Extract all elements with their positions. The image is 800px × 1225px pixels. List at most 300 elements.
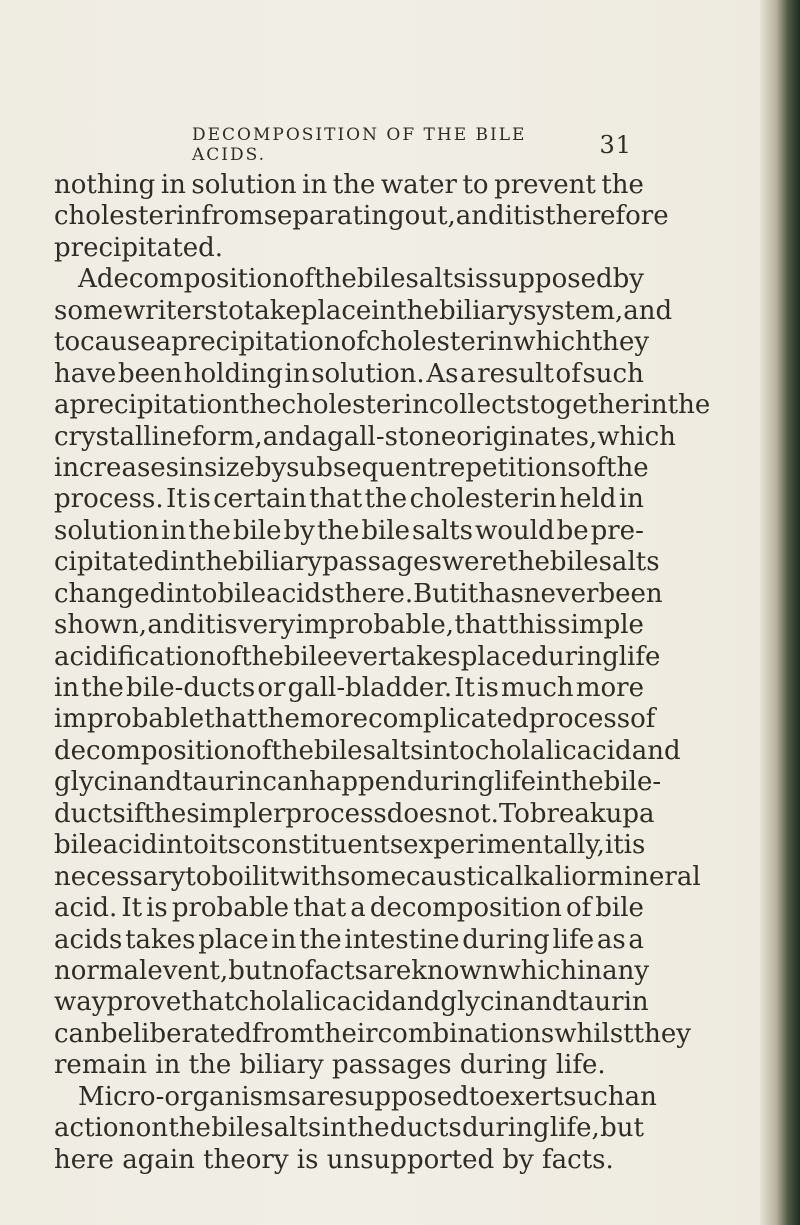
text-line: [54, 516, 644, 547]
word: out,: [404, 201, 456, 232]
word: facts: [304, 955, 368, 986]
word: and: [631, 735, 681, 766]
word: cholesterin: [365, 327, 514, 358]
running-head-title: DECOMPOSITION OF THE BILE ACIDS.: [192, 125, 527, 165]
text-line: [54, 987, 649, 1018]
word: in: [284, 358, 310, 389]
word: as: [596, 924, 626, 955]
text-line: [54, 610, 644, 641]
word: the: [601, 170, 644, 200]
word: solution.: [311, 358, 425, 389]
word: complicated: [368, 704, 529, 735]
word: exert: [494, 1081, 564, 1112]
word: cholesterin: [409, 484, 557, 515]
page-edge-shadow: [760, 0, 800, 1225]
word: during: [406, 767, 495, 798]
word: of: [555, 358, 581, 389]
word: the: [188, 515, 231, 546]
word: the: [241, 641, 284, 672]
word: the: [238, 390, 282, 421]
word: it: [196, 610, 216, 641]
word: of: [288, 264, 315, 295]
word: and: [519, 987, 569, 1018]
word: But: [413, 578, 460, 609]
word: combinations: [377, 1018, 555, 1049]
word: in: [618, 484, 644, 515]
word: on: [135, 1113, 168, 1144]
text-line: [54, 1145, 644, 1176]
word: its: [208, 830, 241, 861]
word: prove: [106, 987, 182, 1018]
word: the: [346, 1113, 390, 1144]
word: the: [168, 1113, 211, 1144]
word: are: [301, 1081, 345, 1112]
word: taurin: [182, 767, 263, 798]
word: the: [606, 452, 649, 483]
word: they: [633, 1018, 691, 1049]
word: it: [260, 861, 280, 892]
word: prevent: [494, 170, 596, 200]
word: break: [529, 798, 606, 829]
word: whilst: [554, 1018, 634, 1049]
word: more: [299, 704, 369, 735]
word: is: [477, 673, 499, 703]
word: precipitation: [171, 327, 341, 358]
word: form,: [192, 421, 263, 452]
text-line: [54, 704, 656, 735]
word: during: [531, 641, 619, 672]
word: cholesterin: [281, 390, 429, 421]
word: during: [462, 1113, 550, 1144]
word: nothing: [54, 170, 156, 200]
word: result: [477, 358, 554, 389]
word: life,: [549, 1113, 600, 1144]
text-line: [54, 359, 644, 390]
word: the: [314, 264, 357, 295]
word: the: [364, 484, 408, 515]
word: and: [147, 610, 197, 641]
word: to: [185, 861, 212, 892]
word: pre-: [590, 515, 644, 546]
word: in: [371, 295, 397, 326]
text-line: [54, 327, 650, 358]
word: solution: [54, 515, 160, 546]
word: a: [311, 421, 328, 452]
word: bile: [313, 735, 363, 766]
word: normal: [54, 955, 148, 986]
word: bile: [283, 641, 333, 672]
word: bile: [217, 578, 267, 609]
word: known: [411, 955, 499, 986]
word: have: [54, 358, 117, 389]
word: simple: [557, 610, 644, 641]
word: any: [602, 955, 650, 986]
word: boil: [211, 861, 261, 892]
word: in: [271, 924, 297, 955]
word: or: [257, 673, 286, 703]
word: constituents: [240, 830, 404, 861]
word: the: [299, 924, 342, 955]
word: this: [508, 610, 557, 641]
word: gall-bladder.: [287, 673, 453, 703]
word: been: [598, 578, 663, 609]
word: It: [454, 673, 475, 703]
text-line: [54, 1050, 644, 1081]
page-number: 31: [599, 131, 632, 159]
word: that: [293, 893, 347, 924]
text-line: [54, 1081, 657, 1113]
word: are: [367, 955, 412, 986]
word: It: [121, 893, 143, 924]
word: no: [272, 955, 305, 986]
word: very: [237, 610, 296, 641]
word: some: [54, 295, 124, 326]
word: liberated: [132, 1018, 252, 1049]
line-text: remain in the biliary passages during life.: [54, 1050, 606, 1081]
word: probable: [171, 893, 290, 924]
word: a: [628, 924, 644, 955]
word: life: [552, 924, 595, 955]
text-line: [54, 893, 644, 924]
word: life: [618, 641, 661, 672]
word: by: [283, 515, 315, 546]
word: and: [455, 201, 505, 232]
word: caustic: [406, 861, 500, 892]
word: from: [251, 1018, 315, 1049]
word: would: [474, 515, 555, 546]
word: a: [155, 327, 172, 358]
word: an: [624, 1081, 657, 1112]
word: in: [160, 170, 186, 200]
word: writers: [123, 295, 218, 326]
word: To: [498, 798, 530, 829]
word: takes: [125, 924, 196, 955]
word: the: [332, 170, 376, 200]
word: can: [262, 767, 310, 798]
word: precipitation: [69, 390, 239, 421]
word: happen: [309, 767, 407, 798]
word: the: [257, 704, 300, 735]
word: the: [561, 767, 604, 798]
word: and: [623, 295, 673, 326]
word: which: [498, 955, 578, 986]
word: acid: [576, 735, 632, 766]
word: of: [246, 735, 272, 766]
text-line: [54, 798, 655, 830]
word: salts: [412, 515, 473, 546]
word: action: [54, 1113, 136, 1144]
word: into: [166, 578, 218, 609]
word: does: [386, 798, 448, 829]
word: improbable,: [295, 610, 455, 641]
word: system,: [523, 295, 624, 326]
running-head: [192, 125, 632, 165]
word: cipitated: [54, 547, 171, 578]
word: in: [54, 673, 80, 703]
word: is: [215, 610, 238, 641]
text-line: [54, 735, 681, 767]
word: bile: [356, 264, 406, 295]
text-line: [54, 925, 644, 956]
word: be: [100, 1018, 133, 1049]
word: they: [591, 327, 650, 358]
word: been: [117, 358, 183, 389]
word: that: [181, 987, 235, 1018]
word: As: [426, 358, 459, 389]
word: A: [78, 264, 97, 295]
word: intestine: [344, 924, 460, 955]
word: place: [198, 924, 269, 955]
word: therefore: [545, 201, 669, 232]
word: alkali: [499, 861, 572, 892]
word: there.: [334, 578, 414, 609]
word: bile: [361, 515, 411, 546]
word: the: [81, 673, 124, 703]
word: decomposition: [54, 735, 247, 766]
word: the: [195, 547, 238, 578]
word: process: [285, 798, 387, 829]
word: be: [556, 515, 589, 546]
text-line: [54, 578, 663, 610]
word: acid: [336, 987, 392, 1018]
word: process: [528, 704, 631, 735]
word: such: [582, 358, 644, 389]
word: Micro-organisms: [78, 1081, 301, 1112]
word: such: [563, 1081, 625, 1112]
word: to: [468, 1081, 495, 1112]
text-line: [54, 673, 644, 704]
line-text: precipitated.: [54, 232, 223, 263]
word: bile: [595, 893, 644, 924]
text-line: [54, 452, 649, 484]
word: supposed: [488, 264, 613, 295]
word: salts: [260, 1113, 322, 1144]
text-line: [54, 170, 644, 201]
word: water: [380, 170, 457, 200]
word: in: [536, 767, 562, 798]
word: to: [54, 327, 81, 358]
word: in: [161, 515, 187, 546]
word: not.: [447, 798, 499, 829]
word: the: [507, 547, 550, 578]
text-line: [54, 641, 661, 673]
word: size: [204, 452, 255, 483]
word: glycin: [54, 767, 134, 798]
word: to: [217, 295, 244, 326]
word: decomposition: [96, 264, 289, 295]
text-line: [54, 484, 644, 515]
word: collects: [428, 390, 530, 421]
word: if: [125, 798, 144, 829]
word: it: [459, 578, 479, 609]
word: It: [166, 484, 187, 515]
word: process.: [54, 484, 164, 515]
word: take: [243, 295, 301, 326]
word: event,: [147, 955, 229, 986]
text-line: [54, 295, 673, 327]
word: place: [460, 641, 532, 672]
word: in: [321, 1113, 347, 1144]
word: it: [604, 830, 624, 861]
word: some: [336, 861, 407, 892]
word: decomposition: [369, 893, 562, 924]
text-line: [54, 1018, 691, 1050]
word: a: [460, 358, 476, 389]
word: bile-: [603, 767, 662, 798]
word: in: [577, 955, 603, 986]
word: a: [54, 390, 70, 421]
text-line: [54, 861, 701, 893]
word: taurin: [568, 987, 649, 1018]
word: the: [667, 390, 711, 421]
word: certain: [213, 484, 307, 515]
text-line: [54, 390, 711, 421]
word: of: [215, 641, 242, 672]
word: that: [309, 484, 363, 515]
word: subsequent: [286, 452, 438, 483]
word: of: [630, 704, 656, 735]
text-line: [54, 1113, 644, 1144]
word: originates,: [456, 421, 598, 452]
word: a: [639, 798, 655, 829]
word: in: [170, 547, 196, 578]
word: salts: [362, 735, 424, 766]
word: it: [504, 201, 524, 232]
word: cause: [80, 327, 156, 358]
word: the: [396, 295, 439, 326]
word: glycin: [440, 987, 520, 1018]
word: in: [642, 390, 668, 421]
word: is: [146, 893, 168, 924]
word: repetitions: [437, 452, 581, 483]
word: solution: [191, 170, 297, 200]
text-line: [54, 201, 669, 232]
word: never: [523, 578, 599, 609]
word: in: [179, 452, 205, 483]
word: place: [300, 295, 372, 326]
word: that: [204, 704, 258, 735]
word: acids: [266, 578, 335, 609]
word: of: [580, 452, 607, 483]
word: with: [279, 861, 337, 892]
word: the: [316, 515, 360, 546]
word: or: [571, 861, 600, 892]
word: a: [350, 893, 366, 924]
word: is: [623, 830, 646, 861]
word: bile: [54, 830, 103, 861]
word: to: [462, 170, 489, 200]
word: in: [302, 170, 328, 200]
word: from: [201, 201, 264, 232]
word: simpler: [186, 798, 286, 829]
word: bile: [549, 547, 599, 578]
text-line: [54, 830, 644, 861]
word: held: [559, 484, 617, 515]
word: is: [189, 484, 211, 515]
word: of: [565, 893, 592, 924]
word: crystalline: [54, 421, 193, 452]
word: supposed: [344, 1081, 469, 1112]
word: salts: [598, 547, 660, 578]
word: of: [340, 327, 366, 358]
word: much: [500, 673, 574, 703]
line-text: here again theory is unsupported by facts.: [54, 1144, 614, 1175]
word: separating: [263, 201, 405, 232]
word: but: [228, 955, 273, 986]
word: salts: [405, 264, 467, 295]
word: bile: [211, 1113, 260, 1144]
word: gall-stone: [327, 421, 457, 452]
word: has: [478, 578, 524, 609]
word: acid.: [54, 893, 118, 924]
word: but: [600, 1113, 644, 1144]
text-line: [54, 233, 644, 264]
text-line: [54, 264, 644, 295]
word: ducts: [389, 1113, 462, 1144]
word: cholalic: [474, 735, 577, 766]
word: ducts: [54, 798, 126, 829]
word: increases: [54, 452, 180, 483]
text-line: [54, 767, 662, 798]
word: more: [575, 673, 644, 703]
word: acid: [102, 830, 158, 861]
word: necessary: [54, 861, 186, 892]
word: the: [143, 798, 187, 829]
word: bile-ducts: [125, 673, 256, 703]
word: mineral: [599, 861, 701, 892]
word: and: [262, 421, 312, 452]
word: bile: [232, 515, 282, 546]
word: takes: [390, 641, 461, 672]
word: and: [133, 767, 183, 798]
word: together: [529, 390, 643, 421]
word: cholesterin: [54, 201, 202, 232]
word: into: [157, 830, 209, 861]
word: the: [271, 735, 314, 766]
word: acids: [54, 924, 123, 955]
word: is: [466, 264, 489, 295]
word: improbable: [54, 704, 205, 735]
word: passages: [322, 547, 442, 578]
word: life: [494, 767, 537, 798]
word: is: [523, 201, 546, 232]
body-text: [54, 170, 711, 1176]
word: cholalic: [234, 987, 337, 1018]
word: up: [605, 798, 639, 829]
word: changed: [54, 578, 167, 609]
word: can: [54, 1018, 101, 1049]
word: by: [254, 452, 287, 483]
word: which: [513, 327, 592, 358]
word: holding: [183, 358, 283, 389]
word: their: [314, 1018, 378, 1049]
text-line: [54, 547, 660, 578]
word: ever: [332, 641, 391, 672]
word: biliary: [237, 547, 323, 578]
text-line: [54, 955, 650, 987]
word: into: [423, 735, 475, 766]
word: way: [54, 987, 107, 1018]
word: and: [391, 987, 441, 1018]
word: experimentally,: [403, 830, 605, 861]
word: biliary: [438, 295, 524, 326]
word: were: [441, 547, 508, 578]
text-line: [54, 421, 676, 453]
word: shown,: [54, 610, 148, 641]
word: by: [612, 264, 644, 295]
word: which: [597, 421, 676, 452]
word: acidification: [54, 641, 216, 672]
